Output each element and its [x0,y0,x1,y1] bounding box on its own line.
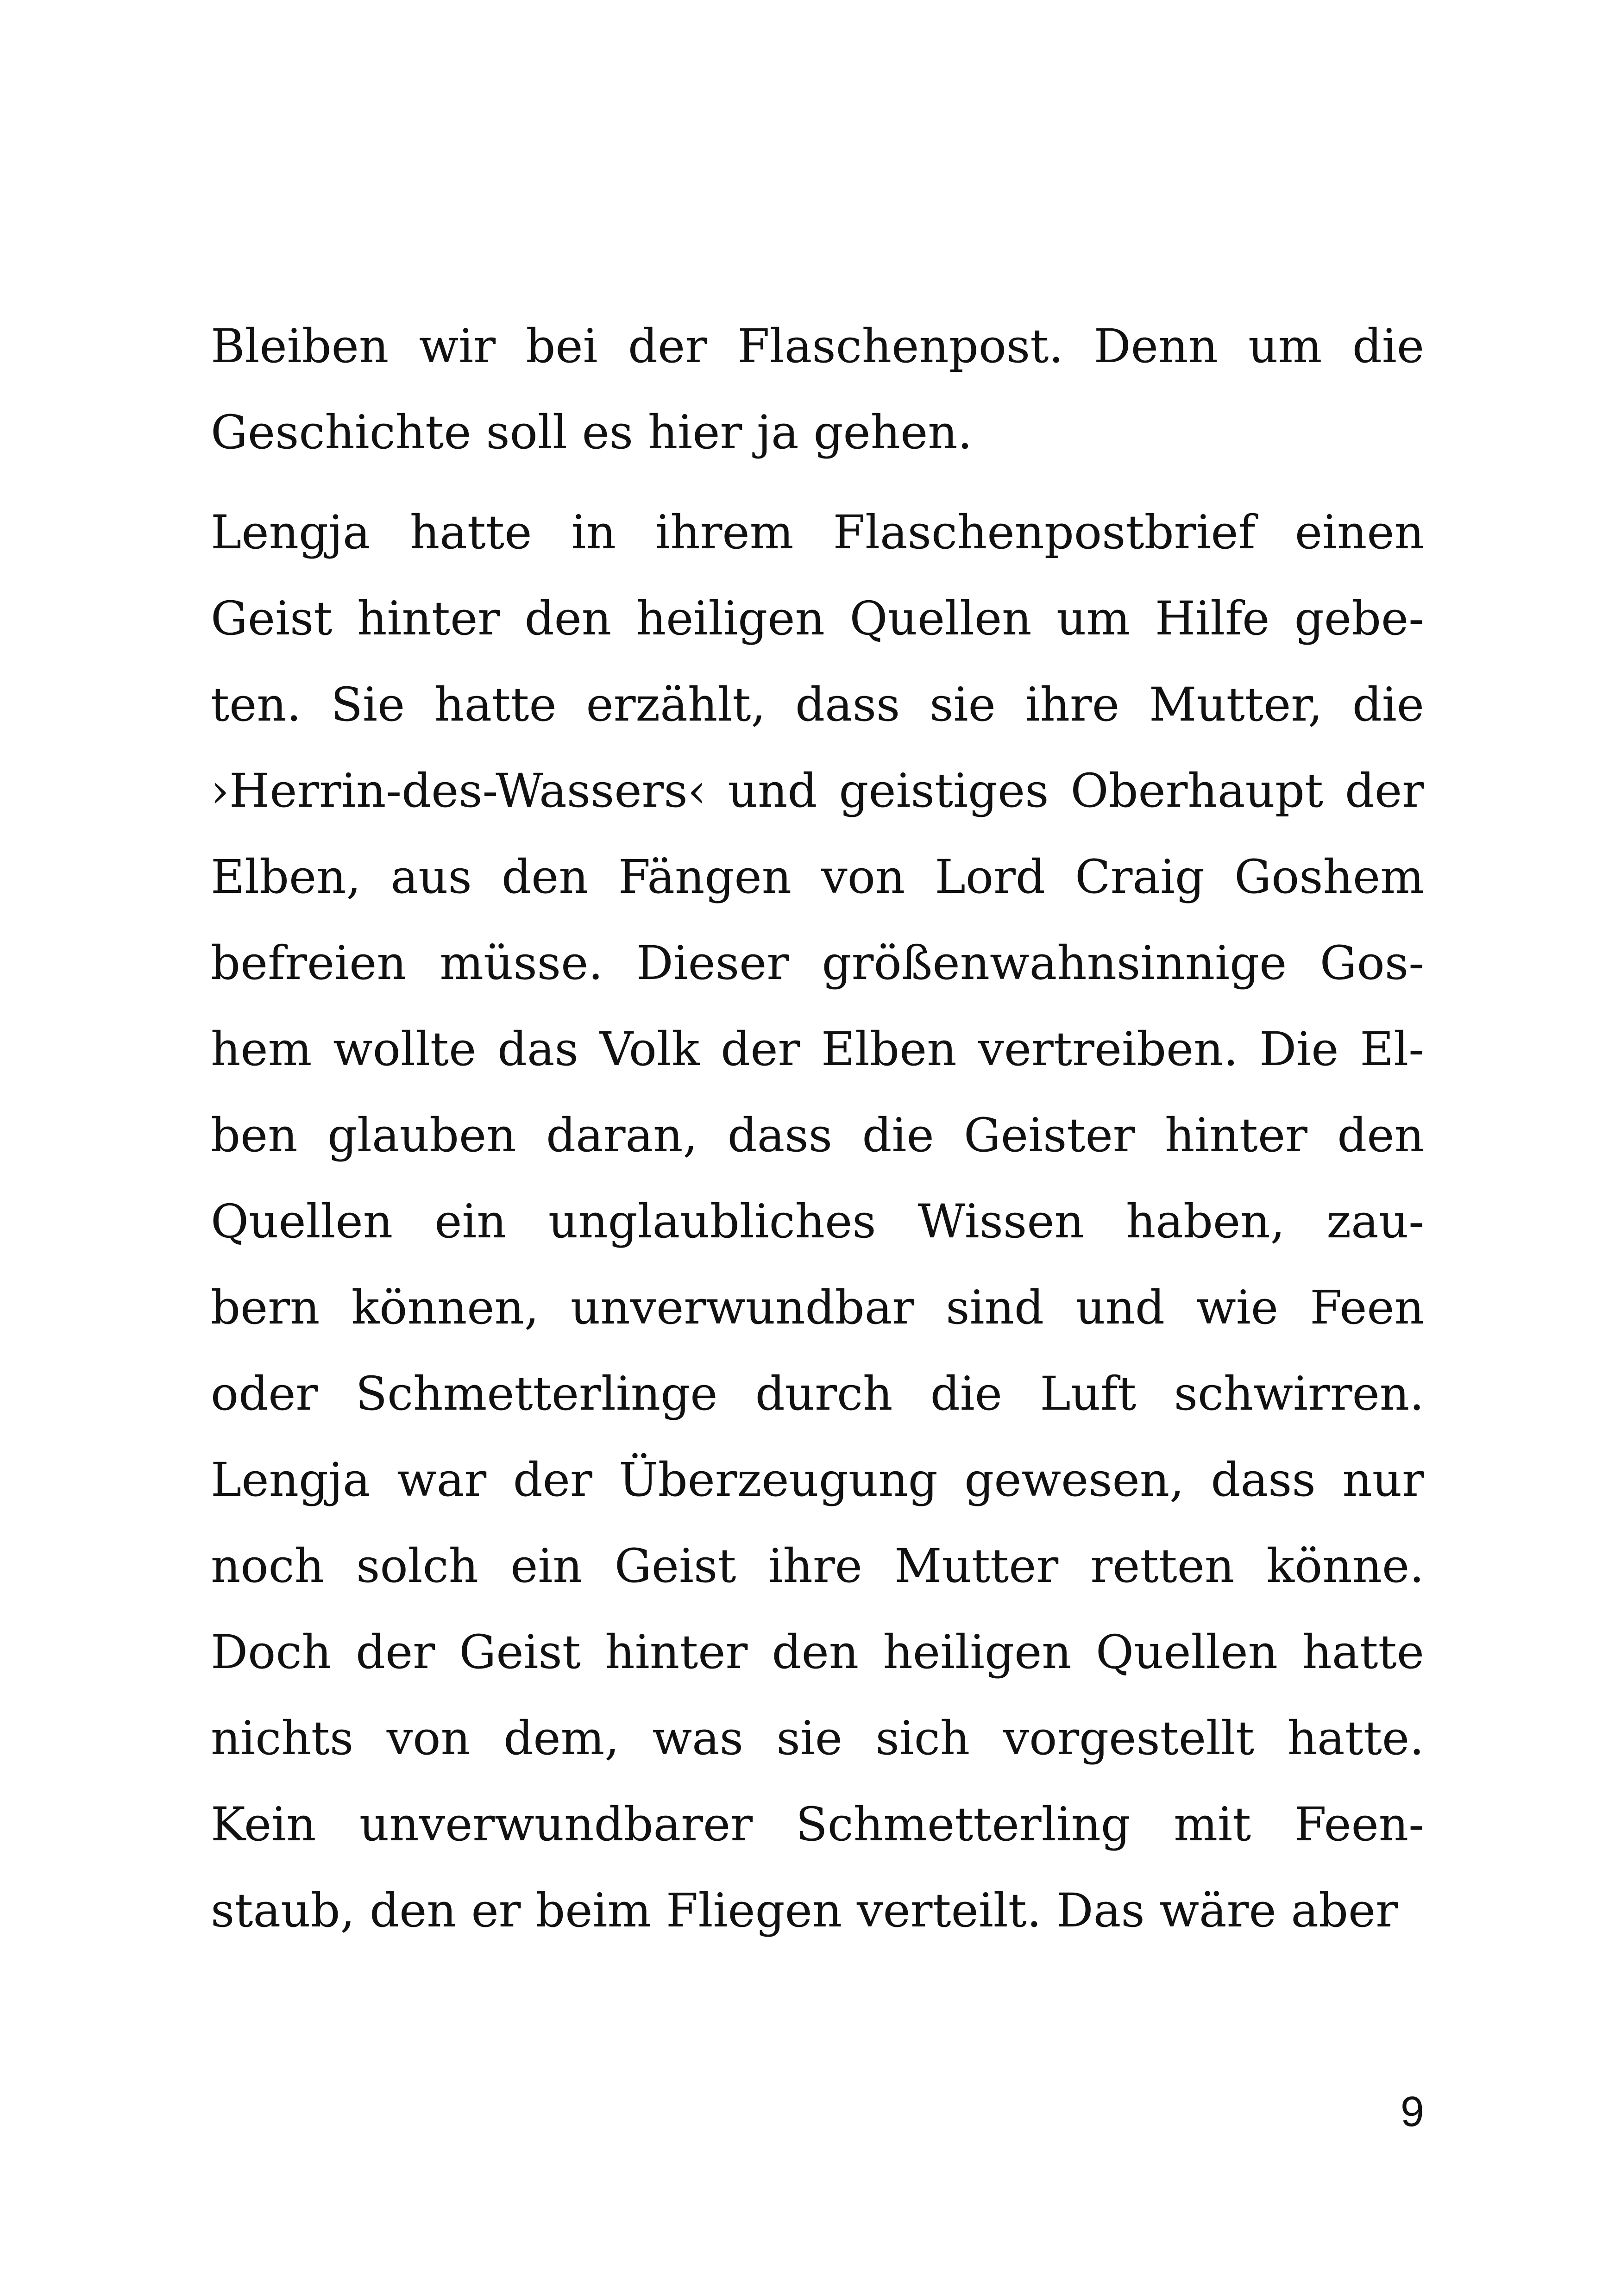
text-line: Doch der Geist hinter den heiligen Quellen hatte [211,1625,1424,1679]
text-line: Elben, aus den Fängen von Lord Craig Goshem [211,850,1424,904]
text-line: Bleiben wir bei der Flaschenpost. Denn um die [211,319,1424,373]
text-line: nichts von dem, was sie sich vorgestellt hatte. [211,1711,1424,1765]
text-line: Lengja war der Überzeugung gewesen, dass nur [211,1453,1424,1507]
text-line: Geschichte soll es hier ja gehen. [211,405,973,459]
text-line: Geist hinter den heiligen Quellen um Hilfe gebe- [211,591,1424,646]
text-line: hem wollte das Volk der Elben vertreiben. Die El- [211,1022,1424,1076]
text-line: staub, den er beim Fliegen verteilt. Das wäre aber [211,1883,1398,1938]
paragraph-spacing [211,476,1424,489]
text-line: oder Schmetterlinge durch die Luft schwirren. [211,1367,1424,1421]
text-line: noch solch ein Geist ihre Mutter retten könne. [211,1539,1424,1593]
body-text [211,303,1424,1954]
page-number: 9 [1400,2088,1424,2135]
text-line: bern können, unverwundbar sind und wie Feen [211,1280,1424,1335]
text-line: Lengja hatte in ihrem Flaschenpostbrief einen [211,505,1424,559]
text-line: ten. Sie hatte erzählt, dass sie ihre Mutter, die [211,678,1424,732]
text-line: Quellen ein unglaubliches Wissen haben, zau- [211,1194,1424,1248]
text-line: befreien müsse. Dieser größenwahnsinnige Gos- [211,936,1424,990]
text-line: ›Herrin-des-Wassers‹ und geistiges Oberhaupt der [211,764,1424,818]
paragraph-1 [211,303,1424,476]
text-line: Kein unverwundbarer Schmetterling mit Feen- [211,1797,1424,1851]
paragraph-2 [211,489,1424,1954]
text-line: ben glauben daran, dass die Geister hinter den [211,1108,1424,1162]
